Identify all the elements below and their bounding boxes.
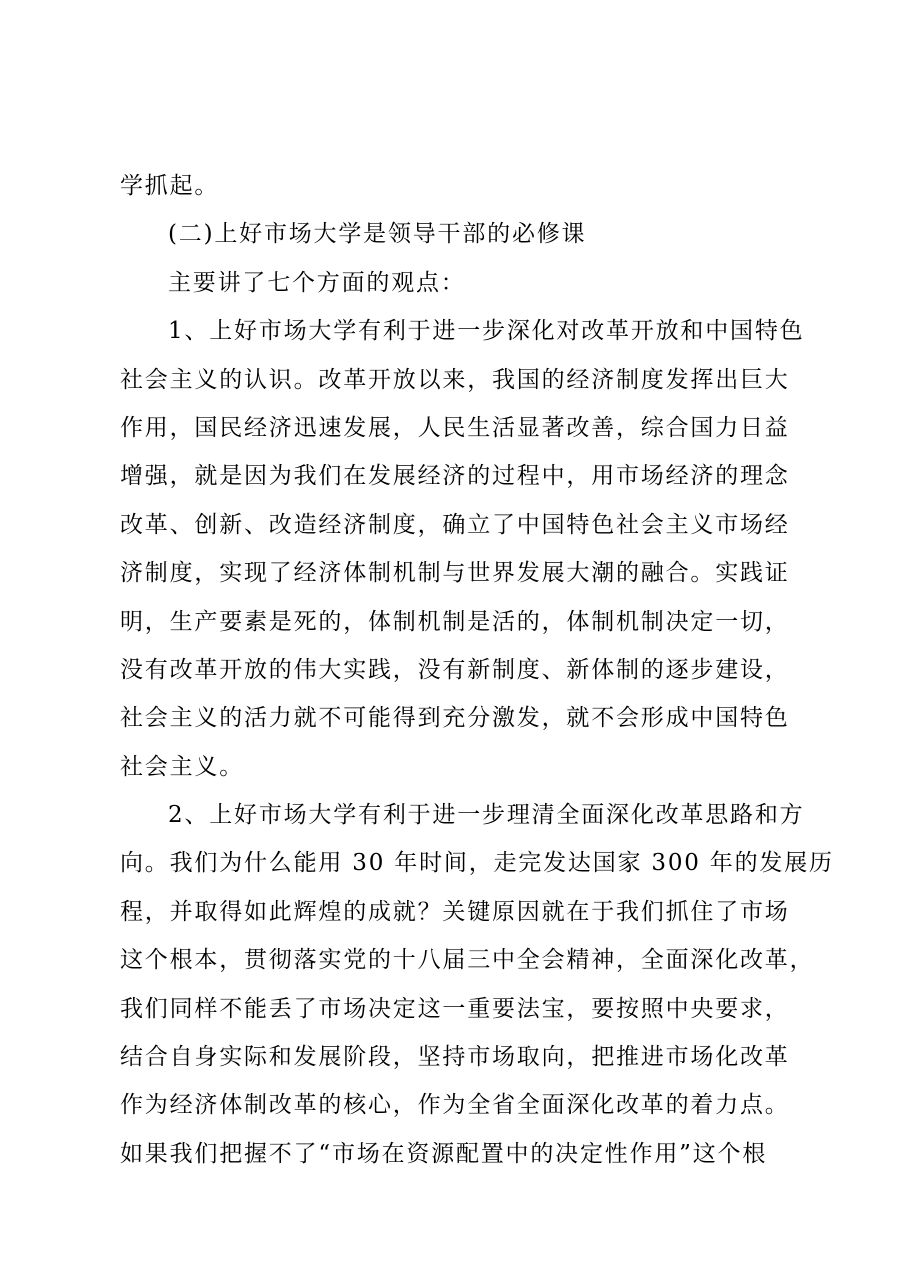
text-line: 作用，国民经济迅速发展，人民生活显著改善，综合国力日益 [120, 414, 790, 441]
text-line: (二)上好市场大学是领导干部的必修课 [168, 221, 587, 248]
text-line: 学抓起。 [120, 173, 220, 199]
text-line: 社会主义的认识。改革开放以来，我国的经济制度发挥出巨大 [120, 366, 790, 393]
text-line: 作为经济体制改革的核心，作为全省全面深化改革的着力点。 [120, 1092, 790, 1119]
text-line: 程，并取得如此辉煌的成就？关键原因就在于我们抓住了市场 [120, 898, 790, 925]
text-line: 主要讲了七个方面的观点： [168, 269, 466, 296]
text-line: 增强，就是因为我们在发展经济的过程中，用市场经济的理念 [120, 463, 790, 490]
document-body [120, 162, 834, 1178]
text-line: 如果我们把握不了“市场在资源配置中的决定性作用”这个根 [120, 1140, 768, 1167]
text-line: 社会主义。 [120, 753, 244, 780]
text-line: 向。我们为什么能用 30 年时间，走完发达国家 300 年的发展历 [120, 850, 834, 877]
text-line: 结合自身实际和发展阶段，坚持市场取向，把推进市场化改革 [120, 1044, 790, 1071]
text-line: 明，生产要素是死的，体制机制是活的，体制机制决定一切， [120, 608, 790, 635]
text-line: 2、上好市场大学有利于进一步理清全面深化改革思路和方 [168, 802, 805, 829]
text-line: 社会主义的活力就不可能得到充分激发，就不会形成中国特色 [120, 705, 790, 732]
text-line: 没有改革开放的伟大实践，没有新制度、新体制的逐步建设， [120, 656, 790, 683]
text-line: 我们同样不能丢了市场决定这一重要法宝，要按照中央要求， [120, 995, 790, 1022]
text-line: 济制度，实现了经济体制机制与世界发展大潮的融合。实践证 [120, 560, 790, 587]
text-line: 这个根本，贯彻落实党的十八届三中全会精神，全面深化改革， [120, 947, 815, 974]
text-line: 1、上好市场大学有利于进一步深化对改革开放和中国特色 [168, 318, 805, 345]
text-line: 改革、创新、改造经济制度，确立了中国特色社会主义市场经 [120, 511, 790, 538]
